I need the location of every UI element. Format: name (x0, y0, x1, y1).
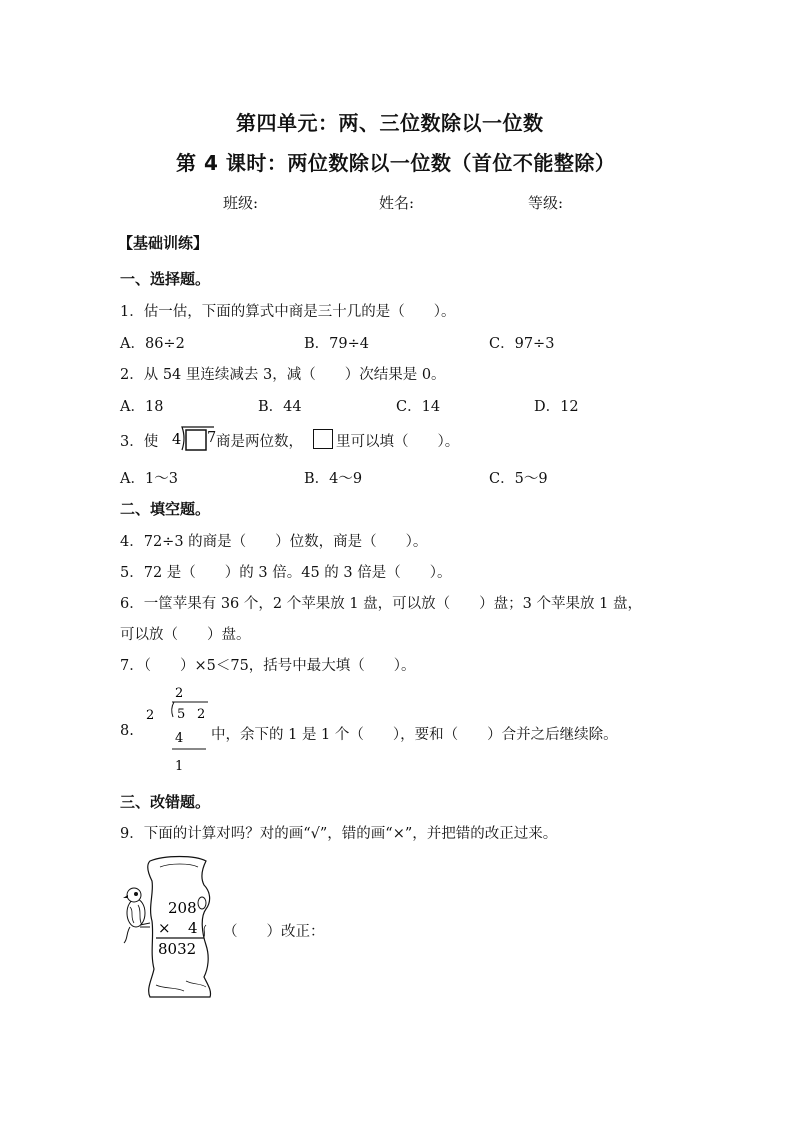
class-label: 班级: (223, 194, 259, 212)
lesson-subtitle: 第 4 课时：两位数除以一位数（首位不能整除） (176, 151, 616, 175)
section-choice-title: 一、选择题。 (120, 270, 211, 288)
calc-multiplier: 4 (188, 919, 198, 937)
question-6-line2: 可以放（ ）盘。 (120, 627, 251, 643)
q2-option-c: C．14 (396, 399, 441, 415)
q1-option-b: B．79÷4 (304, 336, 369, 352)
q3-answer-box[interactable] (313, 429, 333, 449)
q8-divisor: 2 (146, 708, 155, 723)
question-8-text: 中，余下的 1 是 1 个（ ），要和（ ）合并之后继续除。 (211, 727, 618, 743)
q8-remainder: 1 (175, 759, 184, 774)
section-correction-title: 三、改错题。 (120, 793, 211, 811)
q8-quotient: 2 (175, 686, 184, 701)
question-1: 1．估一估，下面的算式中商是三十几的是（ ）。 (120, 304, 456, 320)
question-7: 7．（ ）×5＜75，括号中最大填（ ）。 (120, 658, 416, 674)
q2-option-b: B．44 (258, 399, 302, 415)
q8-long-division (140, 682, 212, 774)
section-fill-title: 二、填空题。 (120, 500, 211, 518)
grade-label: 等级: (528, 194, 564, 212)
q1-option-a: A．86÷2 (120, 336, 185, 352)
training-heading: 【基础训练】 (118, 234, 209, 252)
q8-dividend-ones: 2 (197, 707, 206, 722)
stump-crack (204, 925, 206, 937)
question-9: 9．下面的计算对吗？对的画“√”，错的画“×”，并把错的改正过来。 (120, 826, 558, 842)
q8-product: 4 (175, 731, 184, 746)
question-2: 2．从 54 里连续减去 3，减（ ）次结果是 0。 (120, 367, 446, 383)
q2-option-d: D．12 (534, 399, 579, 415)
q8-bracket (172, 702, 174, 717)
q3-option-a: A．1～3 (120, 471, 178, 487)
page-title: 第四单元：两、三位数除以一位数 (236, 111, 544, 135)
question-5: 5．72 是（ ）的 3 倍。45 的 3 倍是（ ）。 (120, 565, 452, 581)
calc-top-number: 208 (168, 899, 197, 917)
tree-stump-illustration (120, 853, 220, 1001)
q9-answer-correction[interactable]: （ ）改正： (223, 924, 325, 940)
question-4: 4．72÷3 的商是（ ）位数，商是（ ）。 (120, 534, 428, 550)
question-6-line1: 6．一筐苹果有 36 个，2 个苹果放 1 盘，可以放（ ）盘；3 个苹果放 1 盘， (120, 596, 642, 612)
q3-option-c: C．5～9 (489, 471, 548, 487)
q3-digit: 7 (207, 430, 217, 446)
q3-divisor: 4 (172, 432, 182, 448)
q3-middle-text: 商是两位数， (216, 434, 303, 450)
calc-operator: × (158, 919, 171, 937)
bird-icon (123, 888, 150, 943)
q2-option-a: A．18 (120, 399, 164, 415)
calc-result: 8032 (158, 940, 197, 958)
q3-blank-box (186, 430, 206, 450)
q8-dividend-tens: 5 (177, 707, 186, 722)
question-8-number: 8. (120, 723, 134, 739)
q3-option-b: B．4～9 (304, 471, 363, 487)
question-3-prefix: 3．使 (120, 434, 159, 450)
q3-suffix: 里可以填（ ）。 (336, 434, 460, 450)
q1-option-c: C．97÷3 (489, 336, 555, 352)
name-label: 姓名: (379, 194, 415, 212)
